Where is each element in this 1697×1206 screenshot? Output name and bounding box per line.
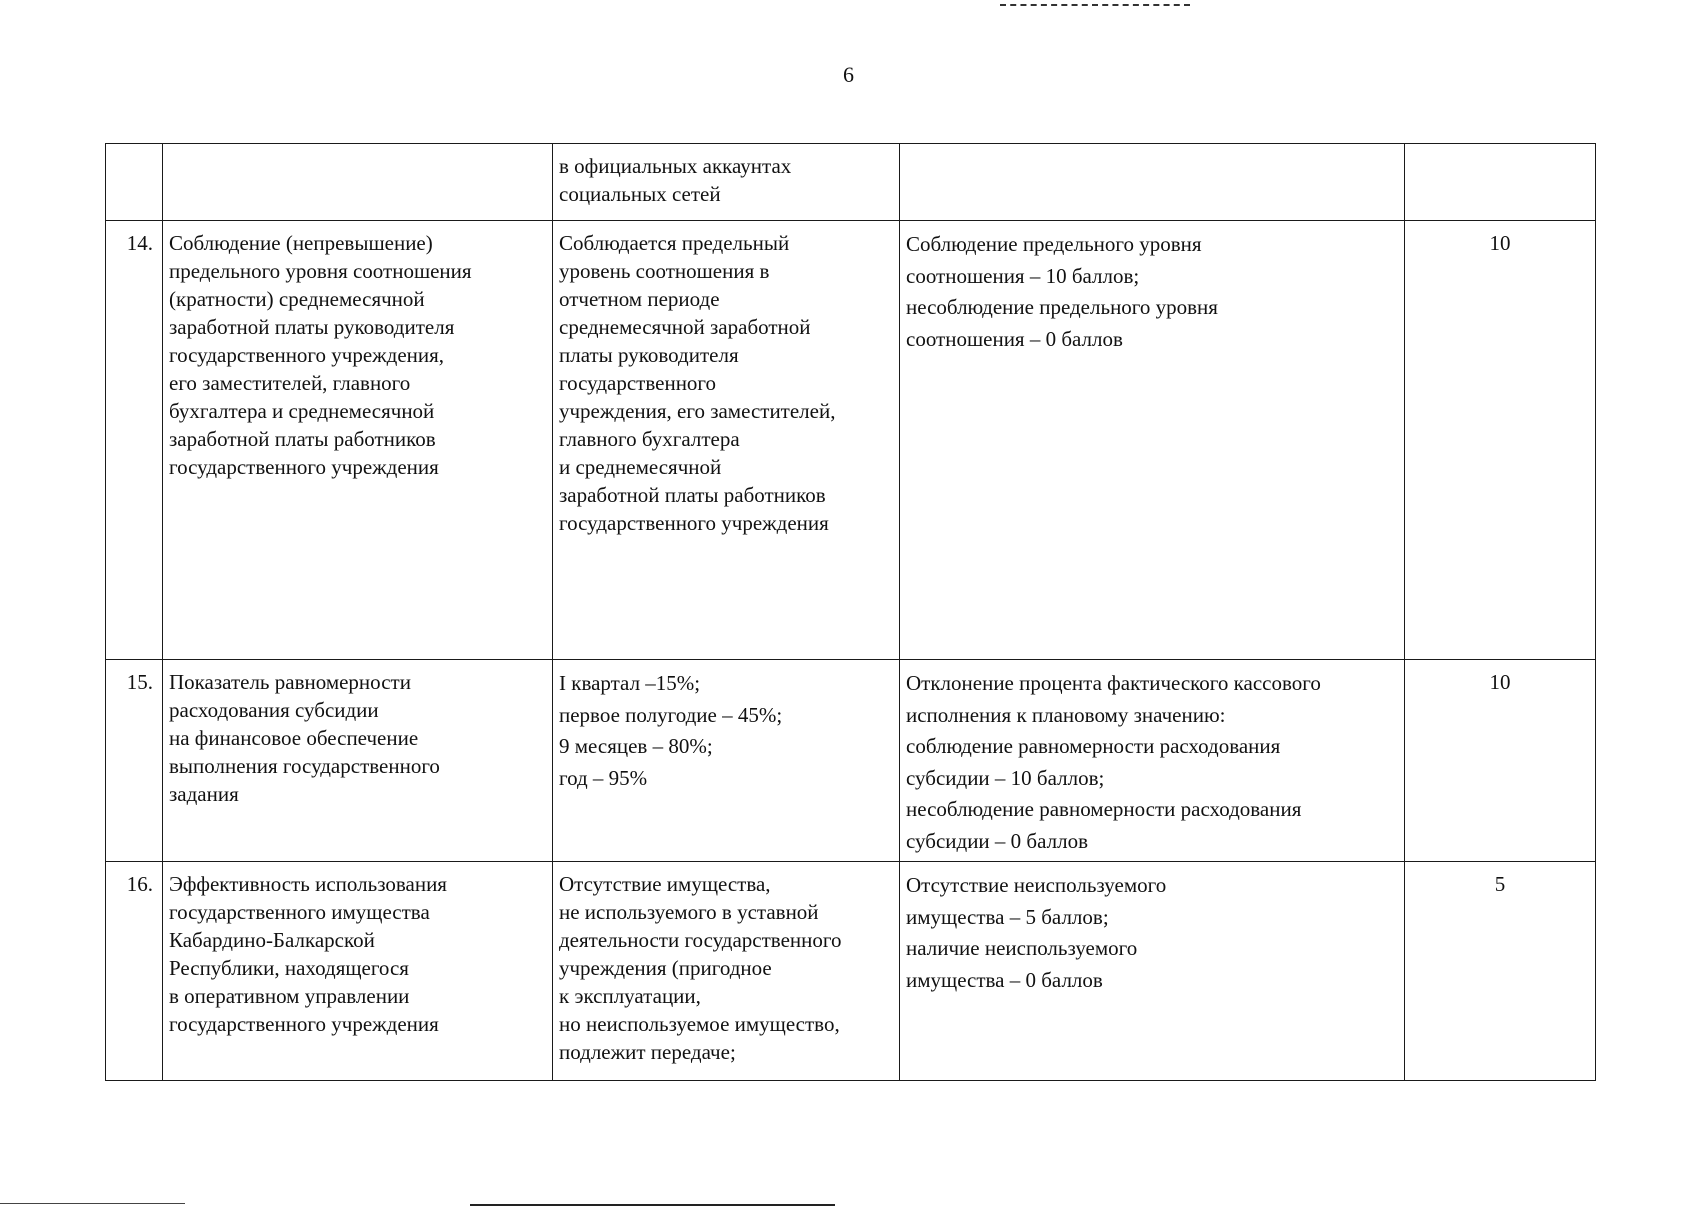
value-cell: Отсутствие имущества, не используемого в уставной деятельности государственного учреждения (пригодное к эксплуатации, но неиспользуемое имущество, подлежит передаче; <box>553 862 900 1081</box>
row-number-cell: 15. <box>106 660 163 862</box>
table-row-16 <box>106 862 1596 1081</box>
score-cell <box>1405 144 1596 221</box>
indicator-cell: Эффективность использования государственного имущества Кабардино-Балкарской Республики, находящегося в оперативном управлении государственного учреждения <box>163 862 553 1081</box>
table-row-14 <box>106 221 1596 660</box>
table-row-15 <box>106 660 1596 862</box>
row-number-cell: 16. <box>106 862 163 1081</box>
indicator-cell <box>163 144 553 221</box>
row-number-cell <box>106 144 163 221</box>
indicator-cell: Показатель равномерности расходования субсидии на финансовое обеспечение выполнения государственного задания <box>163 660 553 862</box>
criteria-cell: Отсутствие неиспользуемого имущества – 5 баллов; наличие неиспользуемого имущества – 0 баллов <box>900 862 1405 1081</box>
score-cell: 10 <box>1405 660 1596 862</box>
criteria-cell: Соблюдение предельного уровня соотношения – 10 баллов; несоблюдение предельного уровня соотношения – 0 баллов <box>900 221 1405 660</box>
score-cell: 5 <box>1405 862 1596 1081</box>
page-number: 6 <box>843 62 854 87</box>
score-cell: 10 <box>1405 221 1596 660</box>
criteria-cell: Отклонение процента фактического кассового исполнения к плановому значению: соблюдение равномерности расходования субсидии – 10 баллов; несоблюдение равномерности расходования субсидии – 0 баллов <box>900 660 1405 862</box>
indicator-cell: Соблюдение (непревышение) предельного уровня соотношения (кратности) среднемесячной заработной платы руководителя государственного учреждения, его заместителей, главного бухгалтера и среднемесячной заработной платы работников государственного учреждения <box>163 221 553 660</box>
row-number-cell: 14. <box>106 221 163 660</box>
value-cell: I квартал –15%; первое полугодие – 45%; 9 месяцев – 80%; год – 95% <box>553 660 900 862</box>
footer-rule-left <box>0 1203 185 1204</box>
criteria-cell <box>900 144 1405 221</box>
value-cell: Соблюдается предельный уровень соотношения в отчетном периоде среднемесячной заработной платы руководителя государственного учреждения, его заместителей, главного бухгалтера и среднемесячной заработной платы работников государственного учреждения <box>553 221 900 660</box>
table-row-continuation <box>106 144 1596 221</box>
value-cell: в официальных аккаунтах социальных сетей <box>553 144 900 221</box>
criteria-table <box>105 143 1596 1081</box>
top-scan-marks <box>1000 0 1190 6</box>
